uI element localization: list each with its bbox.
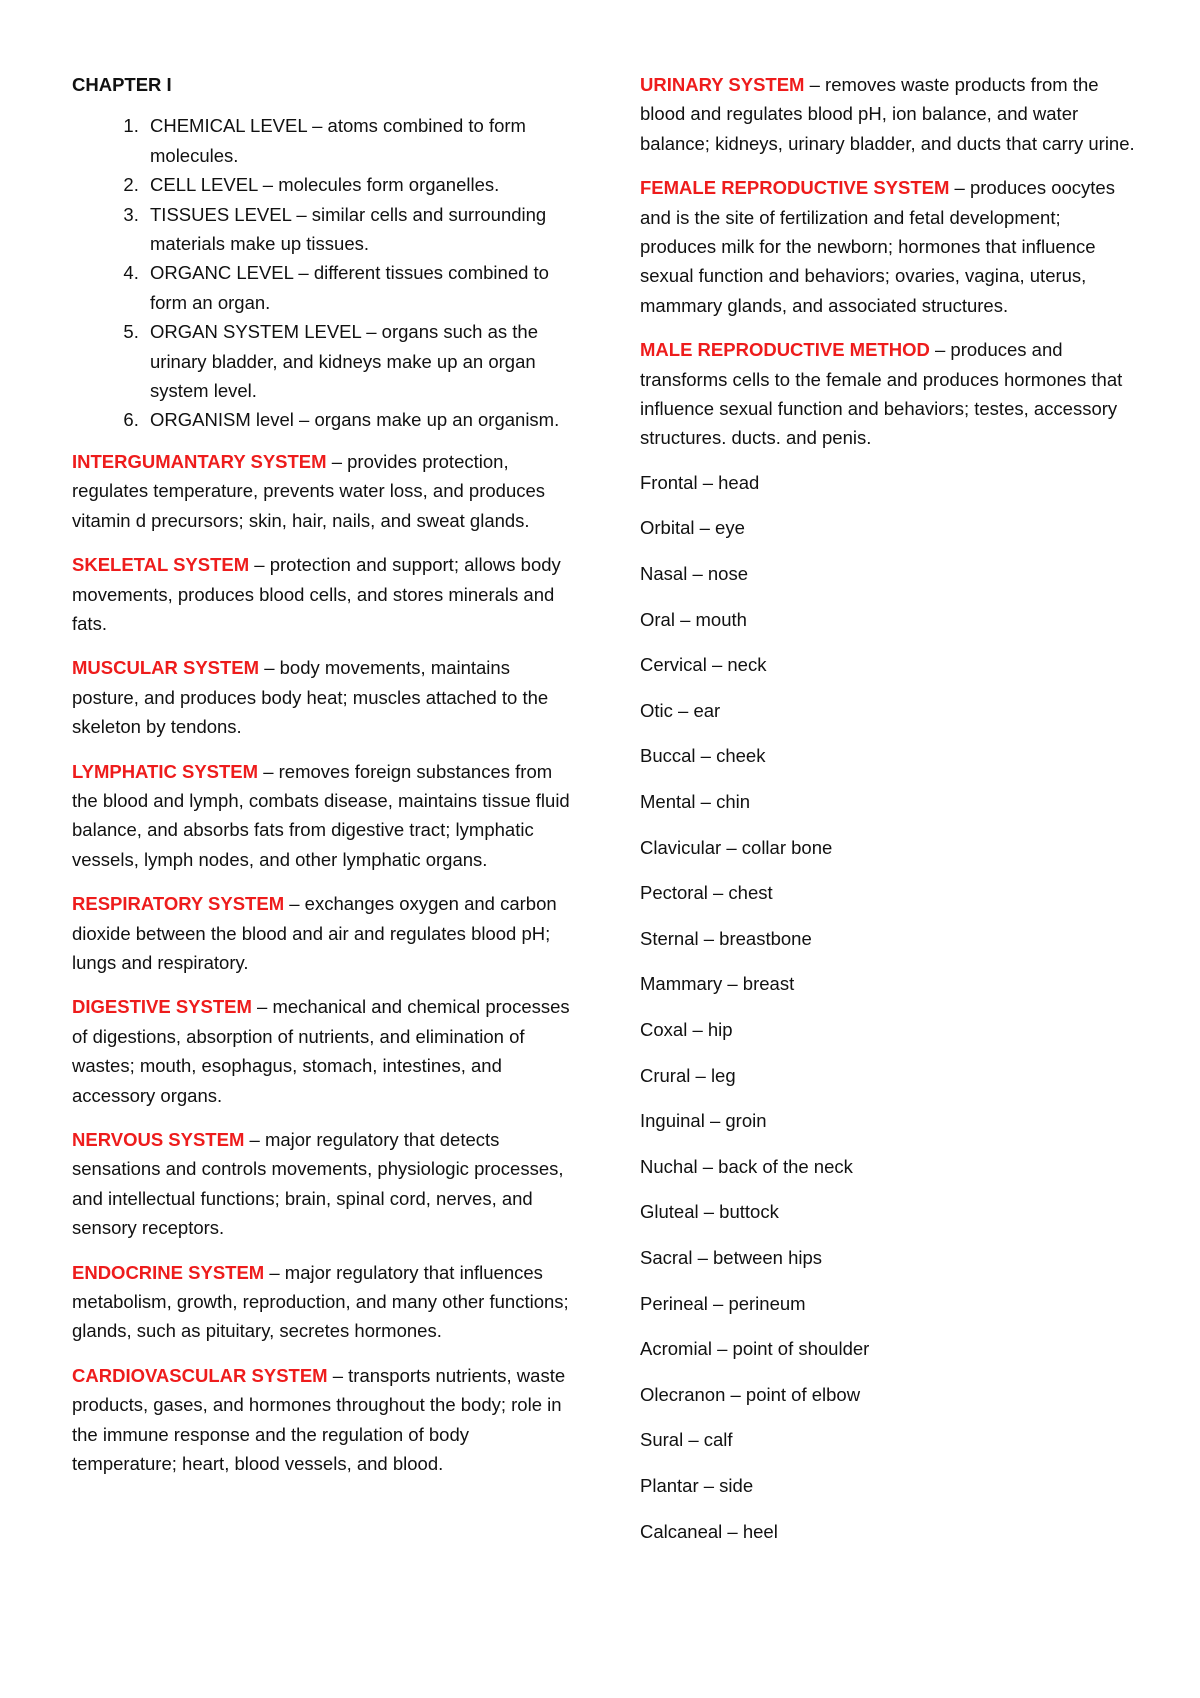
term-item: Mental – chin [640, 791, 751, 813]
system-description: – removes waste products from the blood and regulates blood pH, ion balance, and water balance; kidneys, urinary bladder, and ducts that carry urine. [640, 74, 1135, 154]
system-name: SKELETAL SYSTEM [72, 554, 250, 576]
system-description: – produces and transforms cells to the female and produces hormones that influence sexual function and behaviors; testes, accessory structures. ducts. and penis. [640, 339, 1123, 449]
term-item: Coxal – hip [640, 1019, 733, 1040]
system-description: – produces oocytes and is the site of fertilization and fetal development; produces milk for the newborn; hormones that influence sexual function and behaviors; ovaries, vagina, uterus, mammary glands, and associated structures. [640, 177, 1115, 316]
system-description: – major regulatory that detects sensations and controls movements, physiologic processes, and intellectual functions; brain, spinal cord, nerves, and sensory receptors. [72, 1129, 564, 1239]
systems-list-right [640, 70, 1140, 453]
term-item: Frontal – head [640, 471, 760, 493]
level-item: 5. ORGAN SYSTEM LEVEL – organs such as the urinary bladder, and kidneys make up an organ system level. [144, 317, 577, 405]
system-description: – protection and support; allows body movements, produces blood cells, and stores minerals and fats. [72, 554, 561, 634]
system-description: – major regulatory that influences metabolism, growth, reproduction, and many other functions; glands, such as pituitary, secretes hormones. [72, 1261, 569, 1342]
system-name: FEMALE REPRODUCTIVE SYSTEM [640, 177, 950, 199]
system-paragraph [72, 992, 577, 1110]
level-item: 4. ORGANC LEVEL – different tissues combined to form an organ. [144, 258, 577, 317]
term-item: Buccal – cheek [640, 745, 766, 767]
term-item: Oral – mouth [640, 608, 747, 630]
system-paragraph [640, 70, 1140, 158]
term-item: Nasal – nose [640, 563, 748, 585]
system-name: MALE REPRODUCTIVE METHOD [640, 339, 930, 361]
system-paragraph [72, 1361, 577, 1479]
term-item: Crural – leg [640, 1064, 736, 1086]
term-item: Gluteal – buttock [640, 1201, 779, 1223]
term-item: Clavicular – collar bone [640, 836, 833, 858]
level-item: 1. CHEMICAL LEVEL – atoms combined to form molecules. [144, 111, 577, 170]
system-name: URINARY SYSTEM [640, 74, 805, 95]
system-paragraph [640, 173, 1140, 320]
term-item: Plantar – side [640, 1474, 754, 1496]
right-column [640, 70, 1140, 1562]
term-item: Inguinal – groin [640, 1110, 767, 1132]
term-item: Mammary – breast [640, 973, 795, 995]
system-description: – mechanical and chemical processes of digestions, absorption of nutrients, and elimination of wastes; mouth, esophagus, stomach, intestines, and accessory organs. [72, 996, 570, 1106]
systems-list-left [72, 447, 577, 1479]
system-paragraph [72, 1125, 577, 1243]
term-item: Acromial – point of shoulder [640, 1338, 870, 1360]
system-name: NERVOUS SYSTEM [72, 1129, 245, 1150]
system-name: MUSCULAR SYSTEM [72, 657, 260, 679]
term-item: Otic – ear [640, 699, 721, 721]
system-paragraph [72, 447, 577, 535]
system-paragraph [72, 550, 577, 638]
system-paragraph [72, 889, 577, 977]
system-paragraph [72, 757, 577, 875]
level-item: 3. TISSUES LEVEL – similar cells and surrounding materials make up tissues. [144, 200, 577, 259]
chapter-title: CHAPTER I [72, 74, 172, 95]
system-name: CARDIOVASCULAR SYSTEM [72, 1364, 328, 1386]
term-item: Pectoral – chest [640, 882, 773, 904]
term-item: Nuchal – back of the neck [640, 1155, 853, 1177]
system-name: LYMPHATIC SYSTEM [72, 760, 259, 782]
term-item: Perineal – perineum [640, 1292, 806, 1314]
system-paragraph [72, 653, 577, 741]
system-description: – exchanges oxygen and carbon dioxide between the blood and air and regulates blood pH; lungs and respiratory. [72, 893, 557, 973]
term-item: Orbital – eye [640, 517, 745, 539]
system-name: INTERGUMANTARY SYSTEM [72, 450, 327, 472]
level-item: 2. CELL LEVEL – molecules form organelles. [144, 170, 577, 199]
body-region-terms [640, 468, 1140, 1546]
term-item: Olecranon – point of elbow [640, 1383, 861, 1405]
term-item: Sternal – breastbone [640, 927, 812, 949]
system-description: – removes foreign substances from the blood and lymph, combats disease, maintains tissue fluid balance, and absorbs fats from digestive tract; lymphatic vessels, lymph nodes, and other lymphatic organs. [72, 760, 570, 870]
system-name: RESPIRATORY SYSTEM [72, 893, 285, 915]
term-item: Sural – calf [640, 1429, 733, 1451]
system-paragraph [640, 335, 1140, 453]
left-column [72, 70, 577, 1493]
system-name: ENDOCRINE SYSTEM [72, 1261, 265, 1283]
system-name: DIGESTIVE SYSTEM [72, 996, 252, 1018]
term-item: Sacral – between hips [640, 1246, 823, 1268]
system-description: – body movements, maintains posture, and produces body heat; muscles attached to the skeleton by tendons. [72, 657, 549, 738]
level-item: 6. ORGANISM level – organs make up an organism. [144, 405, 577, 434]
levels-list [72, 111, 577, 434]
system-description: – provides protection, regulates temperature, prevents water loss, and produces vitamin d precursors; skin, hair, nails, and sweat glands. [72, 450, 546, 531]
term-item: Calcaneal – heel [640, 1520, 778, 1542]
system-paragraph [72, 1258, 577, 1346]
term-item: Cervical – neck [640, 654, 767, 676]
system-description: – transports nutrients, waste products, gases, and hormones throughout the body; role in the immune response and the regulation of body temperature; heart, blood vessels, and blood. [72, 1364, 566, 1475]
